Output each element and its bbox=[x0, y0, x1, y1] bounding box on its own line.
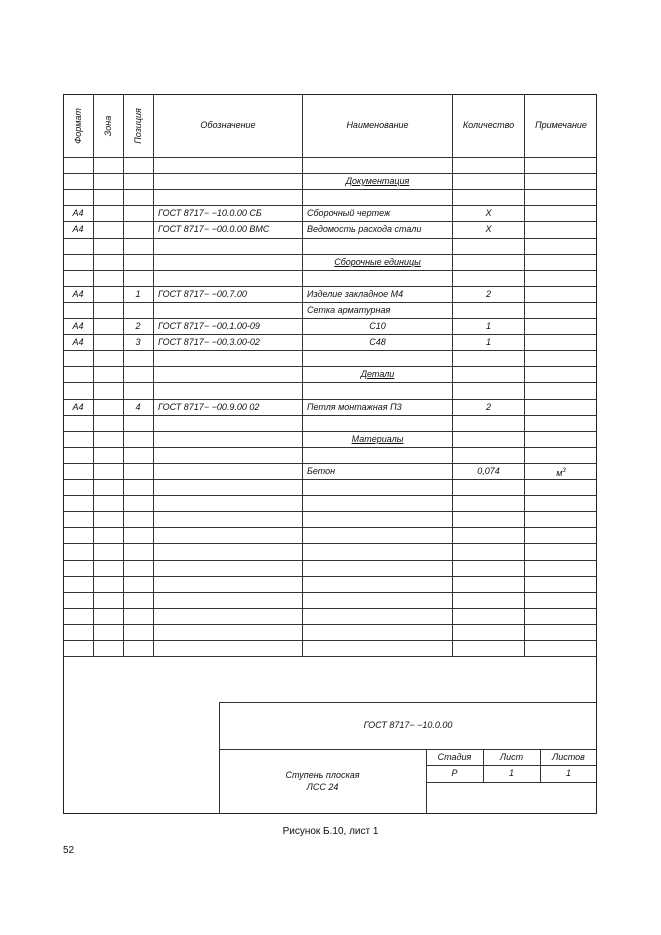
cell-qty: 1 bbox=[485, 321, 491, 331]
cell-name: Документация bbox=[345, 176, 410, 186]
title-block-border bbox=[426, 782, 597, 783]
cell-name: Петля монтажная П3 bbox=[307, 402, 402, 412]
cell-qty: Х bbox=[485, 224, 492, 234]
title-block-sheets-label: Листов bbox=[552, 752, 585, 762]
column-divider bbox=[452, 94, 453, 656]
cell-format: А4 bbox=[72, 402, 84, 412]
cell-des: ГОСТ 8717− −10.0.00 СБ bbox=[158, 208, 262, 218]
row-divider bbox=[63, 560, 597, 561]
title-block-doc-code: ГОСТ 8717− −10.0.00 bbox=[363, 720, 453, 730]
cell-name: Детали bbox=[360, 369, 395, 379]
cell-format: А4 bbox=[72, 321, 84, 331]
cell-des: ГОСТ 8717− −00.3.00-02 bbox=[158, 337, 260, 347]
column-divider bbox=[123, 94, 124, 656]
cell-format: А4 bbox=[72, 224, 84, 234]
cell-format: А4 bbox=[72, 208, 84, 218]
row-divider bbox=[63, 511, 597, 512]
header-zone: Зона bbox=[103, 115, 113, 137]
cell-qty: 2 bbox=[485, 402, 491, 412]
row-divider bbox=[63, 543, 597, 544]
row-divider bbox=[63, 238, 597, 239]
page-number: 52 bbox=[63, 845, 75, 856]
row-divider bbox=[63, 270, 597, 271]
cell-name: Сборочный чертеж bbox=[307, 208, 391, 218]
cell-des: ГОСТ 8717− −00.9.00 02 bbox=[158, 402, 260, 412]
figure-caption: Рисунок Б.10, лист 1 bbox=[282, 826, 379, 837]
cell-name: Изделие закладное М4 bbox=[307, 289, 404, 299]
row-divider bbox=[63, 495, 597, 496]
header-note: Примечание bbox=[535, 120, 587, 130]
cell-name: Сборочные единицы bbox=[334, 257, 421, 267]
row-divider bbox=[63, 527, 597, 528]
row-divider bbox=[63, 447, 597, 448]
title-block-stage-label: Стадия bbox=[437, 752, 472, 762]
header-quantity: Количество bbox=[462, 120, 515, 130]
cell-qty: 0,074 bbox=[477, 466, 500, 476]
cell-des: ГОСТ 8717− −00.1.00-09 bbox=[158, 321, 260, 331]
cell-qty: Х bbox=[485, 208, 492, 218]
title-block-border bbox=[426, 765, 597, 766]
row-divider bbox=[63, 382, 597, 383]
cell-name: Материалы bbox=[351, 434, 404, 444]
header-designation: Обозначение bbox=[200, 120, 256, 130]
cell-name: Сетка арматурная bbox=[307, 305, 391, 315]
cell-pos: 2 bbox=[135, 321, 141, 331]
header-divider bbox=[63, 157, 597, 158]
column-divider bbox=[93, 94, 94, 656]
cell-note: $м^3$ bbox=[556, 468, 566, 478]
cell-pos: 4 bbox=[135, 402, 141, 412]
column-divider bbox=[153, 94, 154, 656]
title-block-border bbox=[219, 702, 597, 703]
row-divider bbox=[63, 189, 597, 190]
cell-name: Бетон bbox=[307, 466, 336, 476]
title-block-sheet-label: Лист bbox=[499, 752, 524, 762]
column-divider bbox=[524, 94, 525, 656]
title-block-name-line2: ЛСС 24 bbox=[306, 782, 339, 792]
title-block-sheet-value: 1 bbox=[508, 768, 514, 778]
header-name: Наименование bbox=[346, 120, 409, 130]
cell-format: А4 bbox=[72, 289, 84, 299]
header-format: Формат bbox=[73, 108, 83, 144]
cell-qty: 1 bbox=[485, 337, 491, 347]
title-block-border bbox=[219, 702, 220, 814]
cell-pos: 1 bbox=[135, 289, 141, 299]
cell-des: ГОСТ 8717− −00.7.00 bbox=[158, 289, 247, 299]
row-divider bbox=[63, 656, 597, 657]
row-divider bbox=[63, 608, 597, 609]
cell-des: ГОСТ 8717− −00.0.00 ВМС bbox=[158, 224, 270, 234]
title-block-stage-value: Р bbox=[451, 768, 458, 778]
cell-qty: 2 bbox=[485, 289, 491, 299]
row-divider bbox=[63, 624, 597, 625]
row-divider bbox=[63, 350, 597, 351]
cell-pos: 3 bbox=[135, 337, 141, 347]
row-divider bbox=[63, 415, 597, 416]
cell-note-superscript: 3 bbox=[562, 468, 566, 474]
cell-name: С10 bbox=[369, 321, 386, 331]
cell-name: С48 bbox=[369, 337, 386, 347]
cell-format: А4 bbox=[72, 337, 84, 347]
row-divider bbox=[63, 479, 597, 480]
row-divider bbox=[63, 640, 597, 641]
header-position: Позиция bbox=[133, 108, 143, 144]
spec-frame bbox=[63, 94, 597, 814]
row-divider bbox=[63, 576, 597, 577]
cell-name: Ведомость расхода стали bbox=[307, 224, 422, 234]
title-block-sheets-value: 1 bbox=[565, 768, 571, 778]
row-divider bbox=[63, 592, 597, 593]
title-block-name-line1: Ступень плоская bbox=[285, 770, 360, 780]
